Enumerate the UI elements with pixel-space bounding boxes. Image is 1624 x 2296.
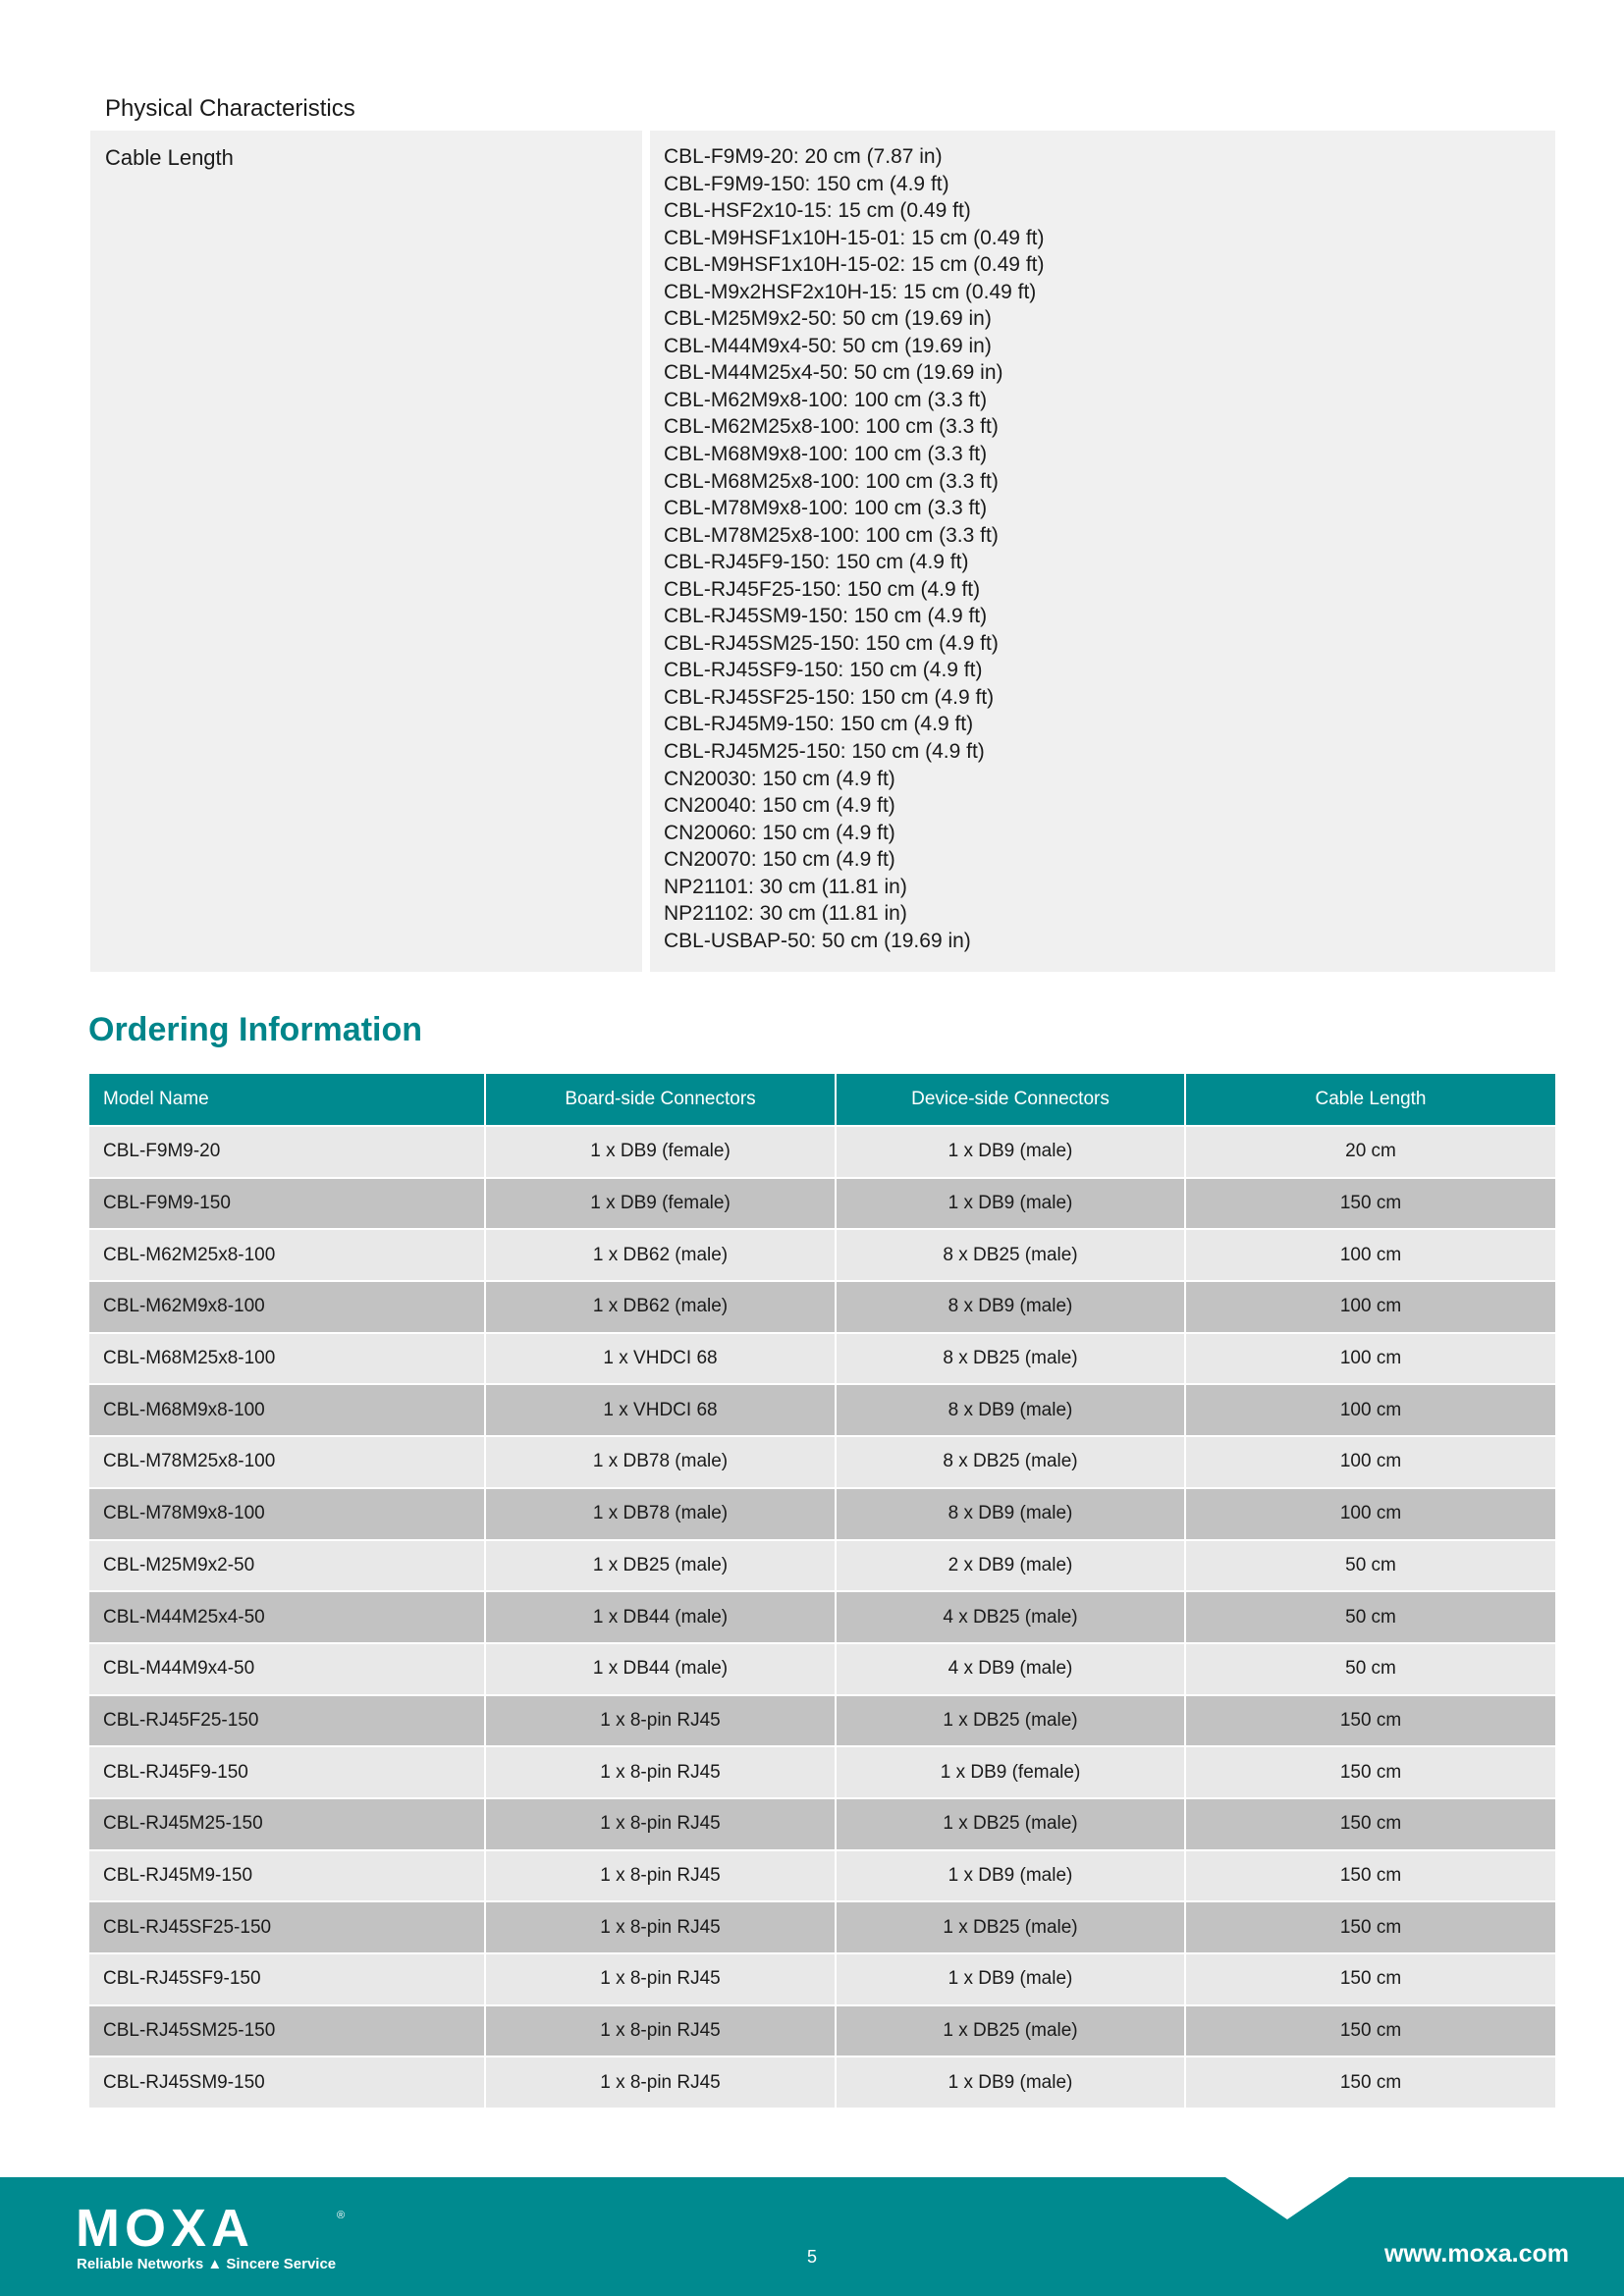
device-side-connector-cell: 1 x DB9 (male) (837, 2057, 1186, 2109)
device-side-connector-cell: 1 x DB25 (male) (837, 1799, 1186, 1851)
model-name-cell: CBL-RJ45M9-150 (89, 1851, 486, 1903)
board-side-connector-cell: 1 x DB44 (male) (486, 1592, 837, 1644)
cable-length-item: CBL-M44M25x4-50: 50 cm (19.69 in) (664, 361, 1003, 385)
cable-length-item: CBL-M62M9x8-100: 100 cm (3.3 ft) (664, 388, 988, 411)
model-name-cell: CBL-RJ45SM25-150 (89, 2006, 486, 2058)
cable-length-item: CN20030: 150 cm (4.9 ft) (664, 767, 895, 790)
table-row (89, 1592, 1555, 1644)
table-row (89, 1179, 1555, 1231)
cable-length-item: CBL-M68M9x8-100: 100 cm (3.3 ft) (664, 443, 988, 466)
registered-mark: ® (337, 2210, 346, 2221)
model-name-cell: CBL-RJ45SF9-150 (89, 1954, 486, 2006)
model-name-cell: CBL-M62M9x8-100 (89, 1282, 486, 1334)
ordering-table (89, 1074, 1555, 2109)
board-side-connector-cell: 1 x 8-pin RJ45 (486, 1902, 837, 1954)
device-side-connector-cell: 1 x DB9 (male) (837, 1179, 1186, 1231)
device-side-connector-cell: 8 x DB25 (male) (837, 1437, 1186, 1489)
cable-length-cell: 150 cm (1186, 1954, 1555, 2006)
model-name-cell: CBL-M78M9x8-100 (89, 1489, 486, 1541)
ordering-information-heading: Ordering Information (88, 1011, 422, 1048)
cable-length-item: CBL-M9HSF1x10H-15-01: 15 cm (0.49 ft) (664, 226, 1045, 249)
cable-length-item: CBL-M9HSF1x10H-15-02: 15 cm (0.49 ft) (664, 253, 1045, 277)
cable-length-item: CBL-M68M25x8-100: 100 cm (3.3 ft) (664, 469, 999, 493)
cable-length-item: CBL-RJ45SF25-150: 150 cm (4.9 ft) (664, 685, 995, 709)
model-name-cell: CBL-M78M25x8-100 (89, 1437, 486, 1489)
cable-length-item: CBL-M78M9x8-100: 100 cm (3.3 ft) (664, 497, 988, 520)
table-row (89, 1541, 1555, 1593)
model-name-cell: CBL-M62M25x8-100 (89, 1230, 486, 1282)
model-name-cell: CBL-M68M25x8-100 (89, 1334, 486, 1386)
cable-length-item: CBL-RJ45SM25-150: 150 cm (4.9 ft) (664, 631, 999, 655)
cable-length-cell: 50 cm (1186, 1644, 1555, 1696)
page-number: 5 (806, 2247, 817, 2267)
website-link[interactable]: www.moxa.com (1383, 2240, 1569, 2268)
cable-length-item: CN20040: 150 cm (4.9 ft) (664, 794, 895, 818)
cable-length-item: CBL-RJ45F25-150: 150 cm (4.9 ft) (664, 577, 981, 601)
cable-length-cell: 50 cm (1186, 1541, 1555, 1593)
cable-length-cell: 50 cm (1186, 1592, 1555, 1644)
cable-length-item: NP21102: 30 cm (11.81 in) (664, 902, 907, 926)
model-name-cell: CBL-M44M25x4-50 (89, 1592, 486, 1644)
cable-length-cell: 100 cm (1186, 1282, 1555, 1334)
board-side-connector-cell: 1 x 8-pin RJ45 (486, 1954, 837, 2006)
table-row (89, 1799, 1555, 1851)
cable-length-cell: 150 cm (1186, 2006, 1555, 2058)
cable-length-item: CBL-RJ45SF9-150: 150 cm (4.9 ft) (664, 659, 983, 682)
board-side-connector-cell: 1 x DB62 (male) (486, 1230, 837, 1282)
cable-length-item: CBL-F9M9-20: 20 cm (7.87 in) (664, 145, 943, 168)
model-name-cell: CBL-RJ45M25-150 (89, 1799, 486, 1851)
page-footer (0, 2177, 1624, 2296)
physical-characteristics-heading: Physical Characteristics (105, 95, 355, 122)
cable-length-label: Cable Length (105, 145, 234, 170)
column-header-model-name: Model Name (89, 1074, 486, 1127)
cable-length-cell: 100 cm (1186, 1334, 1555, 1386)
spec-value-cell (650, 131, 1555, 972)
table-row (89, 1385, 1555, 1437)
column-header-board-side-connectors: Board-side Connectors (486, 1074, 837, 1127)
board-side-connector-cell: 1 x 8-pin RJ45 (486, 1799, 837, 1851)
board-side-connector-cell: 1 x DB78 (male) (486, 1437, 837, 1489)
model-name-cell: CBL-M25M9x2-50 (89, 1541, 486, 1593)
device-side-connector-cell: 1 x DB9 (female) (837, 1747, 1186, 1799)
model-name-cell: CBL-RJ45SF25-150 (89, 1902, 486, 1954)
board-side-connector-cell: 1 x DB25 (male) (486, 1541, 837, 1593)
table-row (89, 1334, 1555, 1386)
board-side-connector-cell: 1 x DB9 (female) (486, 1127, 837, 1179)
cable-length-item: CBL-RJ45SM9-150: 150 cm (4.9 ft) (664, 605, 988, 628)
table-row (89, 1954, 1555, 2006)
device-side-connector-cell: 1 x DB25 (male) (837, 1902, 1186, 1954)
cable-length-item: CBL-RJ45M9-150: 150 cm (4.9 ft) (664, 713, 974, 736)
cable-length-cell: 150 cm (1186, 1799, 1555, 1851)
ordering-table-header (89, 1074, 1555, 1127)
cable-length-cell: 100 cm (1186, 1437, 1555, 1489)
device-side-connector-cell: 1 x DB9 (male) (837, 1851, 1186, 1903)
device-side-connector-cell: 8 x DB25 (male) (837, 1334, 1186, 1386)
device-side-connector-cell: 8 x DB25 (male) (837, 1230, 1186, 1282)
board-side-connector-cell: 1 x VHDCI 68 (486, 1385, 837, 1437)
physical-characteristics-table (90, 131, 1555, 972)
column-header-cable-length: Cable Length (1186, 1074, 1555, 1127)
board-side-connector-cell: 1 x 8-pin RJ45 (486, 1747, 837, 1799)
spec-label-cell (90, 131, 642, 972)
board-side-connector-cell: 1 x 8-pin RJ45 (486, 2057, 837, 2109)
table-row (89, 1437, 1555, 1489)
cable-length-cell: 150 cm (1186, 1696, 1555, 1748)
table-row (89, 1230, 1555, 1282)
board-side-connector-cell: 1 x DB9 (female) (486, 1179, 837, 1231)
model-name-cell: CBL-F9M9-150 (89, 1179, 486, 1231)
device-side-connector-cell: 1 x DB25 (male) (837, 1696, 1186, 1748)
cable-length-cell: 150 cm (1186, 1902, 1555, 1954)
cable-length-cell: 100 cm (1186, 1385, 1555, 1437)
table-row (89, 2006, 1555, 2058)
cable-length-cell: 150 cm (1186, 1851, 1555, 1903)
device-side-connector-cell: 1 x DB9 (male) (837, 1127, 1186, 1179)
device-side-connector-cell: 4 x DB9 (male) (837, 1644, 1186, 1696)
cable-length-cell: 100 cm (1186, 1489, 1555, 1541)
cable-length-item: CBL-RJ45M25-150: 150 cm (4.9 ft) (664, 740, 985, 764)
cable-length-item: CN20060: 150 cm (4.9 ft) (664, 821, 895, 844)
table-row (89, 2057, 1555, 2109)
device-side-connector-cell: 8 x DB9 (male) (837, 1385, 1186, 1437)
cable-length-item: CBL-RJ45F9-150: 150 cm (4.9 ft) (664, 551, 969, 574)
cable-length-cell: 150 cm (1186, 2057, 1555, 2109)
device-side-connector-cell: 1 x DB25 (male) (837, 2006, 1186, 2058)
device-side-connector-cell: 2 x DB9 (male) (837, 1541, 1186, 1593)
cable-length-item: CBL-M25M9x2-50: 50 cm (19.69 in) (664, 307, 992, 331)
model-name-cell: CBL-M44M9x4-50 (89, 1644, 486, 1696)
board-side-connector-cell: 1 x DB44 (male) (486, 1644, 837, 1696)
board-side-connector-cell: 1 x VHDCI 68 (486, 1334, 837, 1386)
table-row (89, 1127, 1555, 1179)
table-row (89, 1902, 1555, 1954)
cable-length-item: CBL-HSF2x10-15: 15 cm (0.49 ft) (664, 199, 971, 223)
table-row (89, 1282, 1555, 1334)
board-side-connector-cell: 1 x 8-pin RJ45 (486, 1851, 837, 1903)
board-side-connector-cell: 1 x DB78 (male) (486, 1489, 837, 1541)
device-side-connector-cell: 4 x DB25 (male) (837, 1592, 1186, 1644)
cable-length-item: CBL-M44M9x4-50: 50 cm (19.69 in) (664, 334, 992, 357)
logo-wordmark: MOXA (76, 2203, 254, 2252)
model-name-cell: CBL-RJ45F9-150 (89, 1747, 486, 1799)
board-side-connector-cell: 1 x DB62 (male) (486, 1282, 837, 1334)
board-side-connector-cell: 1 x 8-pin RJ45 (486, 1696, 837, 1748)
model-name-cell: CBL-RJ45F25-150 (89, 1696, 486, 1748)
device-side-connector-cell: 8 x DB9 (male) (837, 1282, 1186, 1334)
table-row (89, 1696, 1555, 1748)
device-side-connector-cell: 1 x DB9 (male) (837, 1954, 1186, 2006)
cable-length-item: CBL-M62M25x8-100: 100 cm (3.3 ft) (664, 415, 999, 439)
cable-length-cell: 150 cm (1186, 1179, 1555, 1231)
table-row (89, 1489, 1555, 1541)
cable-length-cell: 20 cm (1186, 1127, 1555, 1179)
logo-tagline: Reliable Networks ▲ Sincere Service (77, 2256, 337, 2272)
cable-length-item: CN20070: 150 cm (4.9 ft) (664, 848, 895, 872)
device-side-connector-cell: 8 x DB9 (male) (837, 1489, 1186, 1541)
cable-length-item: CBL-USBAP-50: 50 cm (19.69 in) (664, 929, 971, 952)
cable-length-cell: 150 cm (1186, 1747, 1555, 1799)
table-row (89, 1851, 1555, 1903)
moxa-logo (76, 2203, 351, 2257)
board-side-connector-cell: 1 x 8-pin RJ45 (486, 2006, 837, 2058)
cable-length-list (664, 143, 1044, 954)
cable-length-cell: 100 cm (1186, 1230, 1555, 1282)
model-name-cell: CBL-F9M9-20 (89, 1127, 486, 1179)
cable-length-item: CBL-F9M9-150: 150 cm (4.9 ft) (664, 172, 949, 195)
table-row (89, 1747, 1555, 1799)
model-name-cell: CBL-RJ45SM9-150 (89, 2057, 486, 2109)
model-name-cell: CBL-M68M9x8-100 (89, 1385, 486, 1437)
column-header-device-side-connectors: Device-side Connectors (837, 1074, 1186, 1127)
table-row (89, 1644, 1555, 1696)
cable-length-item: CBL-M78M25x8-100: 100 cm (3.3 ft) (664, 523, 999, 547)
cable-length-item: NP21101: 30 cm (11.81 in) (664, 875, 907, 898)
cable-length-item: CBL-M9x2HSF2x10H-15: 15 cm (0.49 ft) (664, 280, 1037, 303)
